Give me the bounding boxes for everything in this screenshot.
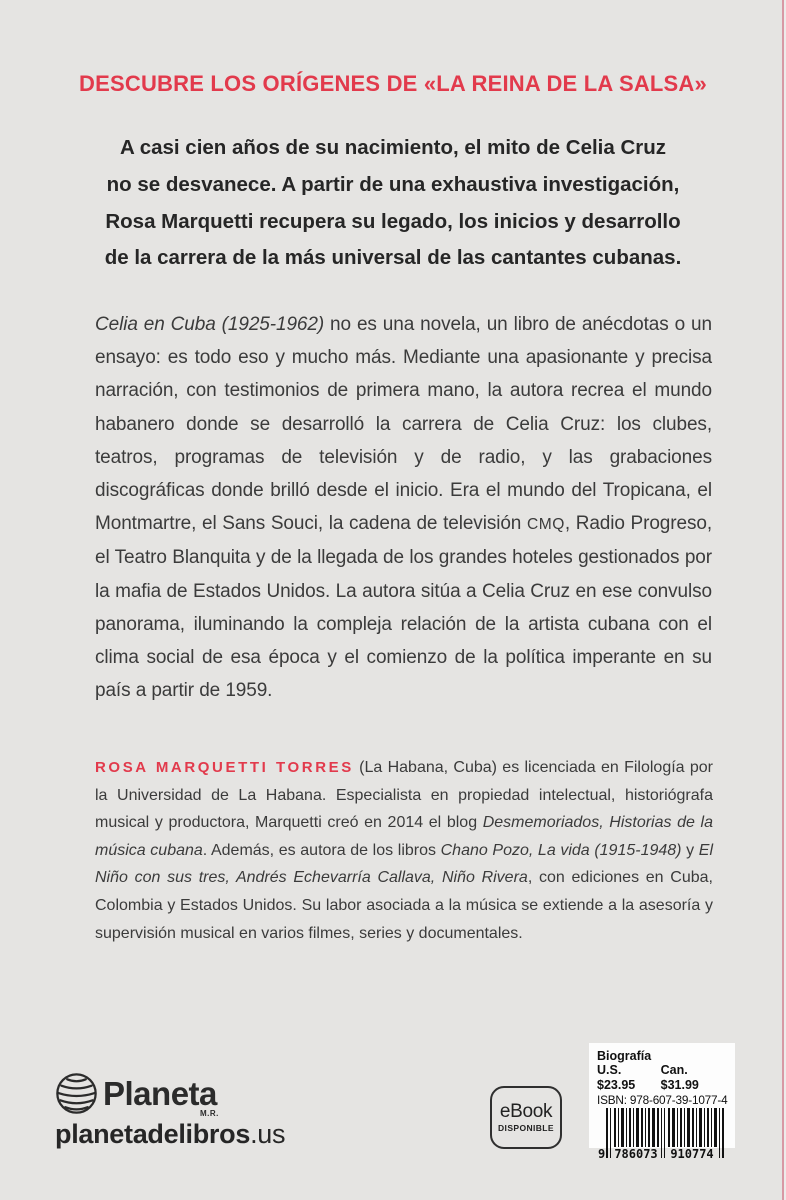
- trademark-label: M.R.: [200, 1108, 219, 1118]
- ebook-label: eBook: [499, 1101, 553, 1122]
- tv-network-name: CMQ: [526, 516, 565, 534]
- planeta-globe-icon: [55, 1072, 98, 1115]
- intro-line: no se desvanece. A partir de una exhaustiva investigación,: [106, 172, 680, 196]
- website-name: planetadelibros: [55, 1119, 251, 1149]
- synopsis-text: no es una novela, un libro de anécdotas o un ensayo: es todo eso y mucho más. Mediante una apasionante y precisa narración, con testimonios de primera mano, la autora recrea el mundo habanero donde se desarrolló la carrera de Celia Cruz: los clubes, teatros, programas de televisión y de radio, y las grabaciones discográficas donde brilló desde el inicio. Era el mundo del Tropicana, el Montmartre, el Sans Souci, la cadena de televisión: [95, 314, 712, 535]
- bio-text: , con ediciones en Cuba, Colombia y Estados Unidos. Su labor asociada a la música se extiende a la asesoría y supervisión musical en varios filmes, series y documentales.: [95, 869, 713, 942]
- category-label: Biografía: [597, 1049, 652, 1063]
- blog-title: Desmemoriados, Historias de la música cubana: [95, 814, 714, 859]
- tagline-headline: DESCUBRE LOS ORÍGENES DE «LA REINA DE LA SALSA»: [79, 71, 707, 96]
- barcode-digit-lead: 9: [598, 1147, 606, 1160]
- author-bio-paragraph: [95, 754, 713, 947]
- ebook-disponible-label: DISPONIBLE: [498, 1123, 554, 1133]
- intro-line: de la carrera de la más universal de las cantantes cubanas.: [104, 246, 682, 270]
- publisher-website-url: [55, 1119, 285, 1150]
- intro-line: Rosa Marquetti recupera su legado, los inicios y desarrollo: [105, 209, 681, 233]
- synopsis-paragraph: [95, 308, 712, 707]
- publisher-logo: [55, 1071, 219, 1118]
- book-title: Celia en Cuba (1925-1962): [95, 314, 325, 335]
- publisher-wordmark: Planeta: [103, 1074, 217, 1112]
- intro-paragraph: [73, 130, 713, 277]
- bio-text: . Además, es autora de los libros: [202, 841, 441, 859]
- bio-text: y: [681, 841, 699, 859]
- book-title-chano-pozo: Chano Pozo, La vida (1915-1948): [440, 841, 682, 859]
- isbn-label: ISBN: 978-607-39-1077-4: [597, 1093, 728, 1107]
- price-can: Can. $31.99: [660, 1063, 699, 1092]
- synopsis-text: , Radio Progreso, el Teatro Blanquita y de la llegada de los grandes hoteles gestionados por la mafia de Estados Unidos. La autora sitúa a Celia Cruz en ese convulso panorama, iluminando la compleja relación de la artista cubana con el clima social de esa época y el comienzo de la política imperante en su país a partir de 1959.: [95, 513, 712, 702]
- bio-text: (La Habana, Cuba) es licenciada en Filología por la Universidad de La Habana. Especialista en propiedad intelectual, historiógrafa musical y productora, Marquetti creó en 2014 el blog: [95, 759, 713, 832]
- website-tld: .us: [250, 1119, 286, 1149]
- ebook-available-badge: [490, 1086, 562, 1149]
- barcode-panel: [589, 1043, 735, 1160]
- barcode-digits-group1: 786073: [614, 1147, 658, 1160]
- book-title-el-nino: El Niño con sus tres, Andrés Echevarría Callava, Niño Rivera: [95, 841, 713, 887]
- barcode-icon: [597, 1108, 727, 1160]
- intro-line: A casi cien años de su nacimiento, el mito de Celia Cruz: [119, 136, 667, 159]
- cover-edge-line: [782, 0, 784, 1200]
- price-us: U.S. $23.95: [597, 1063, 636, 1092]
- price-row: [597, 1063, 727, 1093]
- barcode-digits-group2: 910774: [670, 1147, 714, 1160]
- author-name: ROSA MARQUETTI TORRES: [95, 759, 354, 776]
